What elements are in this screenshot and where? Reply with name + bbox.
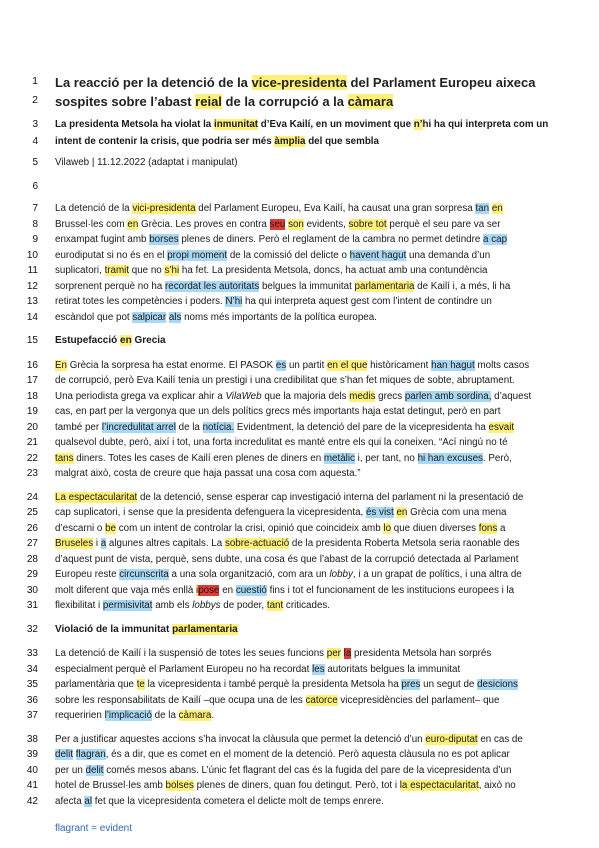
text-segment: ha fet. La presidenta Metsola, doncs, ha actuat amb una contundència xyxy=(179,265,488,276)
line-number: 17 xyxy=(26,375,38,386)
text-segment: La presidenta Metsola ha violat la xyxy=(55,119,214,130)
text-segment: la vicepresidenta i també perquè la presidenta Metsola ha xyxy=(144,679,402,690)
text-segment: que la majoria dels xyxy=(261,391,350,402)
text-segment: Per a justificar aquestes accions s’ha invocat la clàusula que permet la detenció d’un xyxy=(55,734,426,745)
line-text xyxy=(55,695,499,706)
line-number: 39 xyxy=(26,749,38,760)
highlighted-word: fons xyxy=(478,523,498,534)
line-number: 10 xyxy=(26,250,38,261)
highlighted-word: parlamentaria xyxy=(172,624,238,635)
line-number: 31 xyxy=(26,600,38,611)
line-text xyxy=(55,468,361,479)
line-number: 16 xyxy=(26,360,38,371)
line-text xyxy=(55,94,393,109)
line-number: 42 xyxy=(26,796,38,807)
line-number: 6 xyxy=(32,181,38,192)
text-segment: Grècia la sorpresa ha estat enorme. El PASOK xyxy=(66,360,276,371)
text-segment: presidenta Metsola han sorprés xyxy=(351,648,492,659)
highlighted-word: en el que xyxy=(327,360,368,371)
text-segment: ha qui interpreta aquest gest com l’intent de contindre un xyxy=(242,296,492,307)
highlighted-word: és vist xyxy=(365,507,394,518)
text-segment: belgues la immunitat xyxy=(259,281,355,292)
line-number: 26 xyxy=(26,523,38,534)
highlighted-word: la xyxy=(343,648,352,659)
text-segment: Grècia com una mena xyxy=(407,507,507,518)
footnote: flagrant = evident xyxy=(55,823,132,834)
text-segment: retirat totes les competències i poders. xyxy=(55,296,226,307)
highlighted-word: be xyxy=(105,523,117,534)
text-segment: qualsevol dubte, però, així i tot, una forta incredulitat es manté entre els qui la coneixen. “Ací ningú no té xyxy=(55,437,508,448)
line-number: 11 xyxy=(27,265,38,276)
line-text xyxy=(55,422,514,433)
line-number: 15 xyxy=(26,335,38,346)
highlighted-word: desicions xyxy=(477,679,518,690)
highlighted-word: han hagut xyxy=(431,360,475,371)
line-text xyxy=(55,312,377,323)
line-text xyxy=(55,749,510,760)
highlighted-word: àmplia xyxy=(274,136,306,147)
line-text xyxy=(55,281,510,292)
line-number: 5 xyxy=(32,157,38,168)
highlighted-word: vice-presidenta xyxy=(251,75,347,90)
highlighted-word: a cap xyxy=(483,234,508,245)
text-segment: Evidentment, la detenció del pare de la vicepresidenta ha xyxy=(234,422,489,433)
text-segment: en xyxy=(219,585,236,596)
highlighted-word: cuestió xyxy=(235,585,267,596)
highlighted-word: lo xyxy=(383,523,392,534)
highlighted-word: te xyxy=(136,679,145,690)
text-segment: un segut de xyxy=(420,679,478,690)
highlighted-word: euro-diputat xyxy=(425,734,478,745)
line-number: 22 xyxy=(26,453,38,464)
highlighted-word: parlamentaria xyxy=(354,281,415,292)
text-segment: especialment perquè el Parlament Europeu no ha recordat xyxy=(55,664,313,675)
highlighted-word: circunscrita xyxy=(119,569,169,580)
highlighted-word: en xyxy=(491,203,503,214)
text-segment: vicepresidències del parlament– que xyxy=(337,695,500,706)
text-segment: Estupefacció xyxy=(55,335,121,346)
italic-word: lobby xyxy=(329,569,353,580)
text-segment: hi ha qui interpreta com un xyxy=(422,119,549,130)
text-segment: del Parlament Europeu aixeca xyxy=(346,75,536,90)
text-segment: cas, en part per la vergonya que un dels polítics grecs més importants haja estat detingut, però en part xyxy=(55,406,501,417)
text-segment: escàndol que pot xyxy=(55,312,133,323)
highlighted-word: N’hi xyxy=(225,296,243,307)
text-segment: Violació de la immunitat xyxy=(55,624,173,635)
text-segment: amb els xyxy=(152,600,193,611)
text-segment: Grècia. Les proves en contra xyxy=(138,219,270,230)
text-segment: intent de contenir la crisis, que podria ser més xyxy=(55,136,275,147)
text-segment: Europeu reste xyxy=(55,569,120,580)
text-segment: del que sembla xyxy=(305,136,379,147)
line-number: 27 xyxy=(26,538,38,549)
line-text xyxy=(55,780,516,791)
highlighted-word: sobre tot xyxy=(348,219,387,230)
text-segment: Una periodista grega va explicar ahir a xyxy=(55,391,226,402)
highlighted-word: les xyxy=(312,664,325,675)
text-segment: , és a dir, que es comet en el moment de la detenció. Però aquesta clàusula no es pot aplicar xyxy=(105,749,510,760)
line-text xyxy=(55,375,515,386)
text-segment: , i a un grapat de polítics, i una altra de xyxy=(352,569,522,580)
highlighted-word: inmunitat xyxy=(213,119,259,130)
highlighted-word: esvait xyxy=(488,422,515,433)
line-number: 37 xyxy=(26,710,38,721)
text-segment: de la detenció, sense esperar cap investigació interna del parlament ni la presentació de xyxy=(137,492,524,503)
highlighted-word: tan xyxy=(475,203,490,214)
highlighted-word: reial xyxy=(195,94,222,109)
highlighted-word: l’implicació xyxy=(104,710,152,721)
highlighted-word: tans xyxy=(55,453,74,464)
text-segment: , això no xyxy=(478,780,516,791)
line-text xyxy=(55,75,535,90)
text-segment: perquè el seu pare va ser xyxy=(386,219,501,230)
line-text xyxy=(55,585,514,596)
line-text xyxy=(55,664,460,675)
text-segment: afecta xyxy=(55,796,85,807)
line-number: 8 xyxy=(32,219,38,230)
highlighted-word: metàlic xyxy=(323,453,355,464)
text-segment: parlamentària que xyxy=(55,679,137,690)
highlighted-word: la espectacularitat xyxy=(399,780,479,791)
highlighted-word: al xyxy=(84,796,93,807)
line-text xyxy=(55,796,384,807)
line-text xyxy=(55,554,518,565)
text-segment: per un xyxy=(55,765,86,776)
text-segment: cap suplicatori, i sense que la presidenta defenguera la vicepresidenta, xyxy=(55,507,366,518)
highlighted-word: delit xyxy=(85,765,104,776)
highlighted-word: flagran xyxy=(75,749,106,760)
text-segment: de la xyxy=(175,422,203,433)
text-segment: un partit xyxy=(286,360,328,371)
text-segment: de la xyxy=(151,710,179,721)
line-number: 9 xyxy=(32,234,38,245)
italic-word: lobbys xyxy=(192,600,221,611)
highlighted-word: bolses xyxy=(165,780,194,791)
line-number: 30 xyxy=(26,585,38,596)
text-segment: com un intent de controlar la crisi, opinió que coincideix amb xyxy=(116,523,384,534)
text-segment: a una sola organització, com ara un xyxy=(168,569,330,580)
line-text xyxy=(55,391,531,402)
highlighted-word: per xyxy=(326,648,341,659)
text-segment: La detenció de Kailí i la suspensió de totes les seues funcions xyxy=(55,648,327,659)
text-segment: evidents, xyxy=(303,219,349,230)
line-text xyxy=(55,203,503,214)
highlighted-word: càmara xyxy=(178,710,212,721)
highlighted-word: en xyxy=(396,507,408,518)
line-text xyxy=(55,492,523,503)
text-segment: requeririen xyxy=(55,710,105,721)
line-number: 2 xyxy=(32,94,38,106)
text-segment: eurodiputat si no és en el xyxy=(55,250,168,261)
line-text xyxy=(55,360,529,371)
text-segment: històricament xyxy=(367,360,432,371)
highlighted-word: tramit xyxy=(104,265,130,276)
highlighted-word: vici-presidenta xyxy=(132,203,196,214)
text-segment: i xyxy=(93,538,101,549)
line-text xyxy=(55,335,166,346)
highlighted-word: catorce xyxy=(305,695,338,706)
italic-word: VilaWeb xyxy=(225,391,262,402)
text-segment: La detenció de la xyxy=(55,203,133,214)
text-segment: grecs xyxy=(375,391,405,402)
text-segment: que no xyxy=(129,265,165,276)
text-segment: també per xyxy=(55,422,102,433)
highlighted-word: hi han excuses xyxy=(417,453,483,464)
text-segment: molt diferent que vaja més enllà xyxy=(55,585,197,596)
highlighted-word: notícia. xyxy=(202,422,235,433)
text-segment: en cas de xyxy=(477,734,523,745)
highlighted-word: en xyxy=(127,219,139,230)
highlighted-word: n’ xyxy=(413,119,423,130)
line-text xyxy=(55,157,237,168)
text-segment: plenes de diners. Però el reglament de la cambra no permet detindre xyxy=(178,234,484,245)
text-segment: Vilaweb | 11.12.2022 (adaptat i manipulat) xyxy=(55,157,238,168)
line-number: 3 xyxy=(32,119,38,130)
line-text xyxy=(55,437,508,448)
text-segment: enxampat fugint amb xyxy=(55,234,150,245)
highlighted-word: medis xyxy=(349,391,376,402)
highlighted-word: parlen amb sordina, xyxy=(404,391,492,402)
line-text xyxy=(55,234,507,245)
line-number: 24 xyxy=(26,492,38,503)
text-segment: que diuen diverses xyxy=(391,523,479,534)
line-text xyxy=(55,538,520,549)
text-segment: . xyxy=(211,710,215,721)
line-text xyxy=(55,250,490,261)
line-text xyxy=(55,624,238,635)
highlighted-word: delit xyxy=(55,749,73,760)
line-number: 1 xyxy=(32,75,38,87)
highlighted-word: tant xyxy=(266,600,284,611)
line-text xyxy=(55,296,492,307)
line-number: 32 xyxy=(26,624,38,635)
highlighted-word: seu xyxy=(269,219,286,230)
text-segment: del Parlament Europeu, Eva Kailí, ha causat una gran sorpresa xyxy=(195,203,476,214)
text-segment: i, per tant, no xyxy=(354,453,418,464)
text-segment: algunes altres capitals. La xyxy=(106,538,225,549)
text-segment: . Però, xyxy=(482,453,512,464)
highlighted-word: En xyxy=(55,360,67,371)
line-number: 34 xyxy=(26,664,38,675)
line-number: 25 xyxy=(26,507,38,518)
text-segment: de poder, xyxy=(220,600,267,611)
line-text xyxy=(55,119,548,130)
text-segment: de la corrupció a la xyxy=(221,94,348,109)
highlighted-word: càmara xyxy=(347,94,394,109)
text-segment: sobre les responsabilitats de Kailí –que ocupa una de les xyxy=(55,695,306,706)
text-segment: Brussel·les com xyxy=(55,219,128,230)
line-number: 19 xyxy=(26,406,38,417)
text-segment: Grecia xyxy=(131,335,166,346)
line-number: 23 xyxy=(26,468,38,479)
text-segment: fet que la vicepresidenta cometera el delicte molt de temps enrere. xyxy=(92,796,384,807)
line-number: 4 xyxy=(32,136,38,147)
line-text xyxy=(55,710,214,721)
line-number: 13 xyxy=(26,296,38,307)
text-segment: d’Eva Kailí, en un moviment que xyxy=(258,119,414,130)
line-text xyxy=(55,600,330,611)
line-text xyxy=(55,765,511,776)
highlighted-word: propi moment xyxy=(167,250,228,261)
text-segment: plenes de diners, quan fou detingut. Però, tot i xyxy=(193,780,400,791)
line-number: 20 xyxy=(26,422,38,433)
text-segment: criticades. xyxy=(283,600,331,611)
text-segment: fins i tot el funcionament de les institucions europees i la xyxy=(266,585,515,596)
line-number: 33 xyxy=(26,648,38,659)
text-segment: malgrat això, costa de creure que haja passat una cosa com aquesta.” xyxy=(55,468,361,479)
text-segment: una demanda d’un xyxy=(406,250,491,261)
line-text xyxy=(55,569,522,580)
text-segment: hotel de Brussel·les amb xyxy=(55,780,166,791)
text-segment: d’aquest punt de vista, perquè, sens dubte, una cosa és que l’abast de la corrupció detectada al Parlament xyxy=(55,554,519,565)
highlighted-word: La espectacularitat xyxy=(55,492,138,503)
highlighted-word: es xyxy=(275,360,287,371)
text-segment: flexibilitat i xyxy=(55,600,103,611)
line-number: 21 xyxy=(26,437,38,448)
line-number: 40 xyxy=(26,765,38,776)
line-number: 29 xyxy=(26,569,38,580)
line-number: 12 xyxy=(26,281,38,292)
line-text xyxy=(55,523,505,534)
highlighted-word: Bruseles xyxy=(55,538,94,549)
text-segment: de la presidenta Roberta Metsola seria raonable des xyxy=(289,538,520,549)
text-segment: suplicatori, xyxy=(55,265,105,276)
highlighted-word: pose xyxy=(198,585,220,596)
highlighted-word: salpicar xyxy=(132,312,167,323)
text-segment: La reacció per la detenció de la xyxy=(55,75,252,90)
text-segment: diners. Totes les cases de Kailí eren plenes de diners en xyxy=(73,453,324,464)
line-number: 36 xyxy=(26,695,38,706)
text-segment: de corrupció, però Eva Kailí tenia un prestigi i una credibilitat que s’han fet miques de sobte, abruptament. xyxy=(55,375,515,386)
line-text xyxy=(55,679,518,690)
text-segment: d’aquest xyxy=(491,391,532,402)
text-segment: sospites sobre l’abast xyxy=(55,94,196,109)
highlighted-word: a xyxy=(100,538,107,549)
highlighted-word: sobre-actuació xyxy=(224,538,290,549)
line-text xyxy=(55,136,379,147)
highlighted-word: borses xyxy=(149,234,179,245)
line-text xyxy=(55,219,500,230)
line-number: 35 xyxy=(26,679,38,690)
line-number: 41 xyxy=(26,780,38,791)
line-number: 28 xyxy=(26,554,38,565)
highlighted-word: l’incredulitat arrel xyxy=(101,422,176,433)
text-segment: comés mesos abans. L’únic fet flagrant del cas és la fugida del pare de la vicepresidenta d’un xyxy=(103,765,512,776)
line-number: 18 xyxy=(26,391,38,402)
highlighted-word: permisivitat xyxy=(102,600,153,611)
line-number: 14 xyxy=(26,312,38,323)
line-number: 38 xyxy=(26,734,38,745)
highlighted-word: en xyxy=(120,335,132,346)
highlighted-word: als xyxy=(168,312,182,323)
highlighted-word: recordat les autoritats xyxy=(165,281,260,292)
line-text xyxy=(55,453,512,464)
highlighted-word: s’hi xyxy=(164,265,180,276)
line-number: 7 xyxy=(32,203,38,214)
highlighted-word: son xyxy=(288,219,304,230)
text-segment: noms més importants de la política europea. xyxy=(181,312,377,323)
text-segment: de Kailí i, a més, li ha xyxy=(414,281,511,292)
highlighted-word: havent hagut xyxy=(349,250,407,261)
text-segment: a xyxy=(497,523,506,534)
line-text xyxy=(55,406,500,417)
text-segment: de la comissió del delicte o xyxy=(227,250,350,261)
text-segment: molts casos xyxy=(474,360,530,371)
text-segment: d’escarni o xyxy=(55,523,106,534)
line-text xyxy=(55,734,523,745)
line-text xyxy=(55,507,507,518)
text-segment: autoritats belgues la immunitat xyxy=(324,664,461,675)
text-segment: sorprenent perquè no ha xyxy=(55,281,166,292)
line-text xyxy=(55,265,487,276)
line-text xyxy=(55,648,491,659)
highlighted-word: pres xyxy=(401,679,421,690)
